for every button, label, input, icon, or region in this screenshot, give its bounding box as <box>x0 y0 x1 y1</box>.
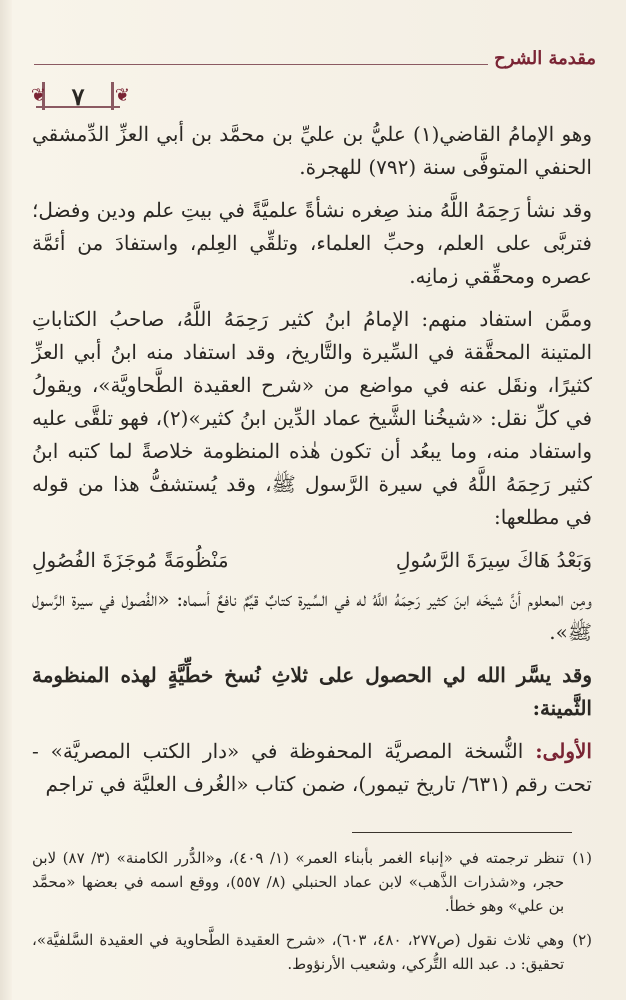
page-number <box>42 82 114 110</box>
paragraph-2: وقد نشأ رَحِمَهُ اللَّهُ منذ صِغره نشأةً علميَّةً في بيتِ علم ودين وفضل؛ فتربَّى على العلم، وحبِّ العلماء، وتلقِّي العِلم، واستفادَ من أئمَّة عصره ومحقِّقي زمانِه. <box>32 198 592 288</box>
footnote-rule <box>352 832 572 833</box>
paragraph-3: وممَّن استفاد منهم: الإمامُ ابنُ كثير رَحِمَهُ اللَّهُ، صاحبُ الكتاباتِ المتينة المحقَّقة في السِّيرة والتَّاريخ، وقد استفاد منه ابنُ أبي العزِّ كثيرًا، ونقَل عنه في مواضع من «شرح العقيدة الطَّحاويَّة»، ويقولُ في كلِّ نقل: «شيخُنا الشَّيخ عماد الدِّين ابنُ كثير»(٢)، فهو تلقَّى عليه واستفاد منه، وما يبعُد أن تكون هٰذه المنظومة خلاصةً لما كتبه ابنُ كثير رَحِمَهُ اللَّهُ في سيرة الرَّسول ﷺ، وقد يُستشفُّ هذا من قوله في مطلعها: <box>32 307 593 529</box>
footnote-1-text: تنظر ترجمته في «إنباء الغمر بأبناء العمر» (١/ ٤٠٩)، و«الدُّرر الكامنة» (٣/ ٨٧) لابن حجر، و«شذرات الذَّهب» لابن عماد الحنبلي (٨/ ٥٥٧)، ووقع اسمه في بعضها «محمَّد بن علي» وهو خطأ. <box>32 849 565 915</box>
right-ornament-icon: ❦ <box>114 85 130 106</box>
poem-left-hemistich: مَنْظُومَةً مُوجَزَةَ الفُصُولِ <box>32 548 229 572</box>
paragraph-1: وهو الإمامُ القاضي(١) عليُّ بن عليِّ بن محمَّد بن أبي العزِّ الدِّمشقي الحنفي المتوفَّى سنة (٧٩٢) للهجرة. <box>32 122 592 179</box>
first-copy-text: النُّسخة المصريَّة المحفوظة في «دار الكتب المصريَّة» - تحت رقم (٦٣١/ تاريخ تيمور)، ضمن كتاب «الغُرف العليَّة في تراجم <box>32 739 592 796</box>
paragraph-4: ومِن المعلوم أنَّ شيخَه ابنَ كثير رَحِمَهُ اللَّهُ له في السِّيرة كتابٌ قيِّمٌ نافعٌ أسماه: «الفُصول في سيرة الرَّسول ﷺ». <box>32 587 592 644</box>
main-text <box>32 118 592 811</box>
paragraph-5: وقد يسَّر الله لي الحصول على ثلاثِ نُسخ خطِّيَّةٍ لهذه المنظومة الثَّمينة: <box>32 663 592 720</box>
first-copy-label: الأولى: <box>535 739 592 763</box>
poem-verse <box>32 544 592 577</box>
left-ornament-icon: ❦ <box>30 85 46 106</box>
footnote-1-number: (١) <box>572 849 592 867</box>
footnote-2 <box>32 928 592 976</box>
poem-right-hemistich: وَبَعْدُ هَاكَ سِيرَةَ الرَّسُولِ <box>395 548 592 572</box>
footnote-2-text: وهي ثلاث نقول (ص٢٧٧، ٤٨٠، ٦٠٣)، «شرح العقيدة الطَّحاوية في العقيدة السَّلفيَّة»، تحقيق: د. عبد الله التُّركي، وشعيب الأرنؤوط. <box>32 931 565 973</box>
footnote-2-number: (٢) <box>572 931 592 949</box>
footnote-1 <box>32 846 592 918</box>
page-gutter <box>0 0 12 1000</box>
paragraph-6 <box>32 735 592 801</box>
header-rule <box>34 64 488 65</box>
footnotes <box>32 846 592 986</box>
section-title: مقدمة الشرح <box>494 48 596 69</box>
page-header <box>34 48 596 78</box>
page-number-value: ٧ <box>71 81 85 111</box>
